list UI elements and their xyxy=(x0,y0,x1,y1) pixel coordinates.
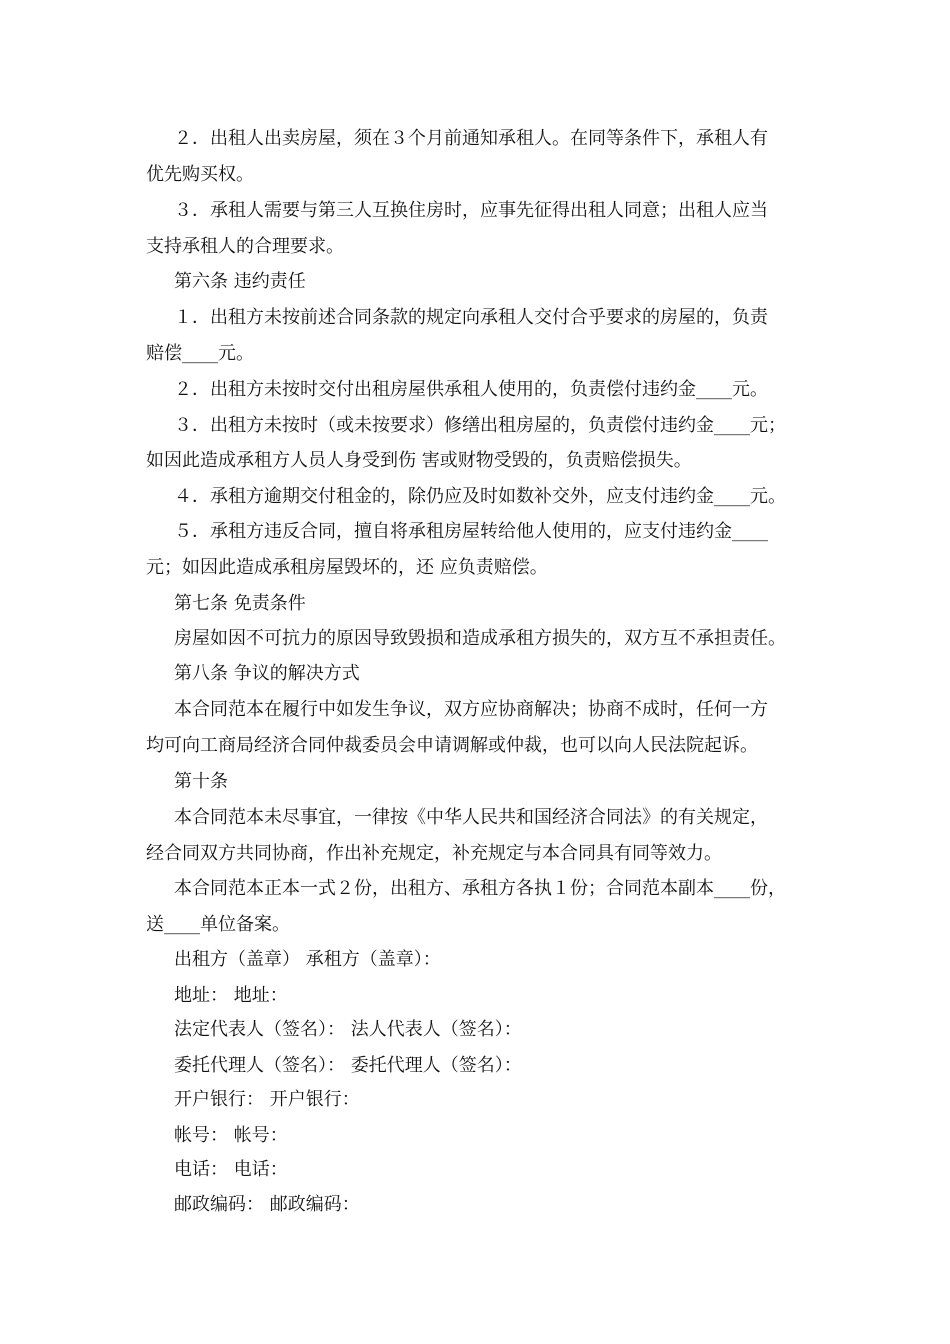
signature-agent-row: 委托代理人（签名）： 委托代理人（签名）： xyxy=(174,1055,522,1076)
article-10-body-line-2: 经合同双方共同协商，作出补充规定，补充规定与本合同具有同等效力。 xyxy=(146,843,722,864)
copies-clause-line-1: 本合同范本正本一式２份，出租方、承租方各执１份；合同范本副本____份， xyxy=(174,878,786,899)
article-8-heading: 第八条 争议的解决方式 xyxy=(174,663,360,684)
article-6-clause-1-line-1: １．出租方未按前述合同条款的规定向承租人交付合乎要求的房屋的，负责 xyxy=(174,307,768,328)
signature-phone-row: 电话： 电话： xyxy=(174,1159,288,1180)
article-8-body-line-2: 均可向工商局经济合同仲裁委员会申请调解或仲裁，也可以向人民法院起诉。 xyxy=(146,735,758,756)
article-6-clause-4: ４．承租方逾期交付租金的，除仍应及时如数补交外，应支付违约金____元。 xyxy=(174,486,786,507)
article-5-clause-3-line-1: ３．承租人需要与第三人互换住房时，应事先征得出租人同意；出租人应当 xyxy=(174,200,768,221)
article-6-clause-3-line-2: 如因此造成承租方人员人身受到伤 害或财物受毁的，负责赔偿损失。 xyxy=(146,450,692,471)
article-6-clause-1-line-2: 赔偿____元。 xyxy=(146,343,254,364)
article-5-clause-2-line-1: ２．出租人出卖房屋，须在３个月前通知承租人。在同等条件下，承租人有 xyxy=(174,128,768,149)
article-5-clause-2-line-2: 优先购买权。 xyxy=(146,164,254,185)
signature-bank-row: 开户银行： 开户银行： xyxy=(174,1089,360,1110)
article-10-body-line-1: 本合同范本未尽事宜，一律按《中华人民共和国经济合同法》的有关规定， xyxy=(174,807,768,828)
article-7-body: 房屋如因不可抗力的原因导致毁损和造成承租方损失的，双方互不承担责任。 xyxy=(174,628,786,649)
article-6-clause-5-line-1: ５．承租方违反合同，擅自将承租房屋转给他人使用的，应支付违约金____ xyxy=(174,521,768,542)
article-6-clause-2: ２．出租方未按时交付出租房屋供承租人使用的，负责偿付违约金____元。 xyxy=(174,379,768,400)
article-6-clause-5-line-2: 元；如因此造成承租房屋毁坏的，还 应负责赔偿。 xyxy=(146,557,548,578)
article-10-heading: 第十条 xyxy=(174,771,228,792)
signature-address-row: 地址： 地址： xyxy=(174,985,288,1006)
copies-clause-line-2: 送____单位备案。 xyxy=(146,914,290,935)
article-5-clause-3-line-2: 支持承租人的合理要求。 xyxy=(146,236,344,257)
signature-legal-rep-row: 法定代表人（签名）： 法人代表人（签名）： xyxy=(174,1019,522,1040)
article-8-body-line-1: 本合同范本在履行中如发生争议，双方应协商解决；协商不成时，任何一方 xyxy=(174,699,768,720)
signature-account-row: 帐号： 帐号： xyxy=(174,1125,288,1146)
signature-postcode-row: 邮政编码： 邮政编码： xyxy=(174,1194,360,1215)
signature-seal-row: 出租方（盖章） 承租方（盖章）： xyxy=(174,949,441,970)
article-6-heading: 第六条 违约责任 xyxy=(174,271,306,292)
article-7-heading: 第七条 免责条件 xyxy=(174,593,306,614)
article-6-clause-3-line-1: ３．出租方未按时（或未按要求）修缮出租房屋的，负责偿付违约金____元； xyxy=(174,415,786,436)
